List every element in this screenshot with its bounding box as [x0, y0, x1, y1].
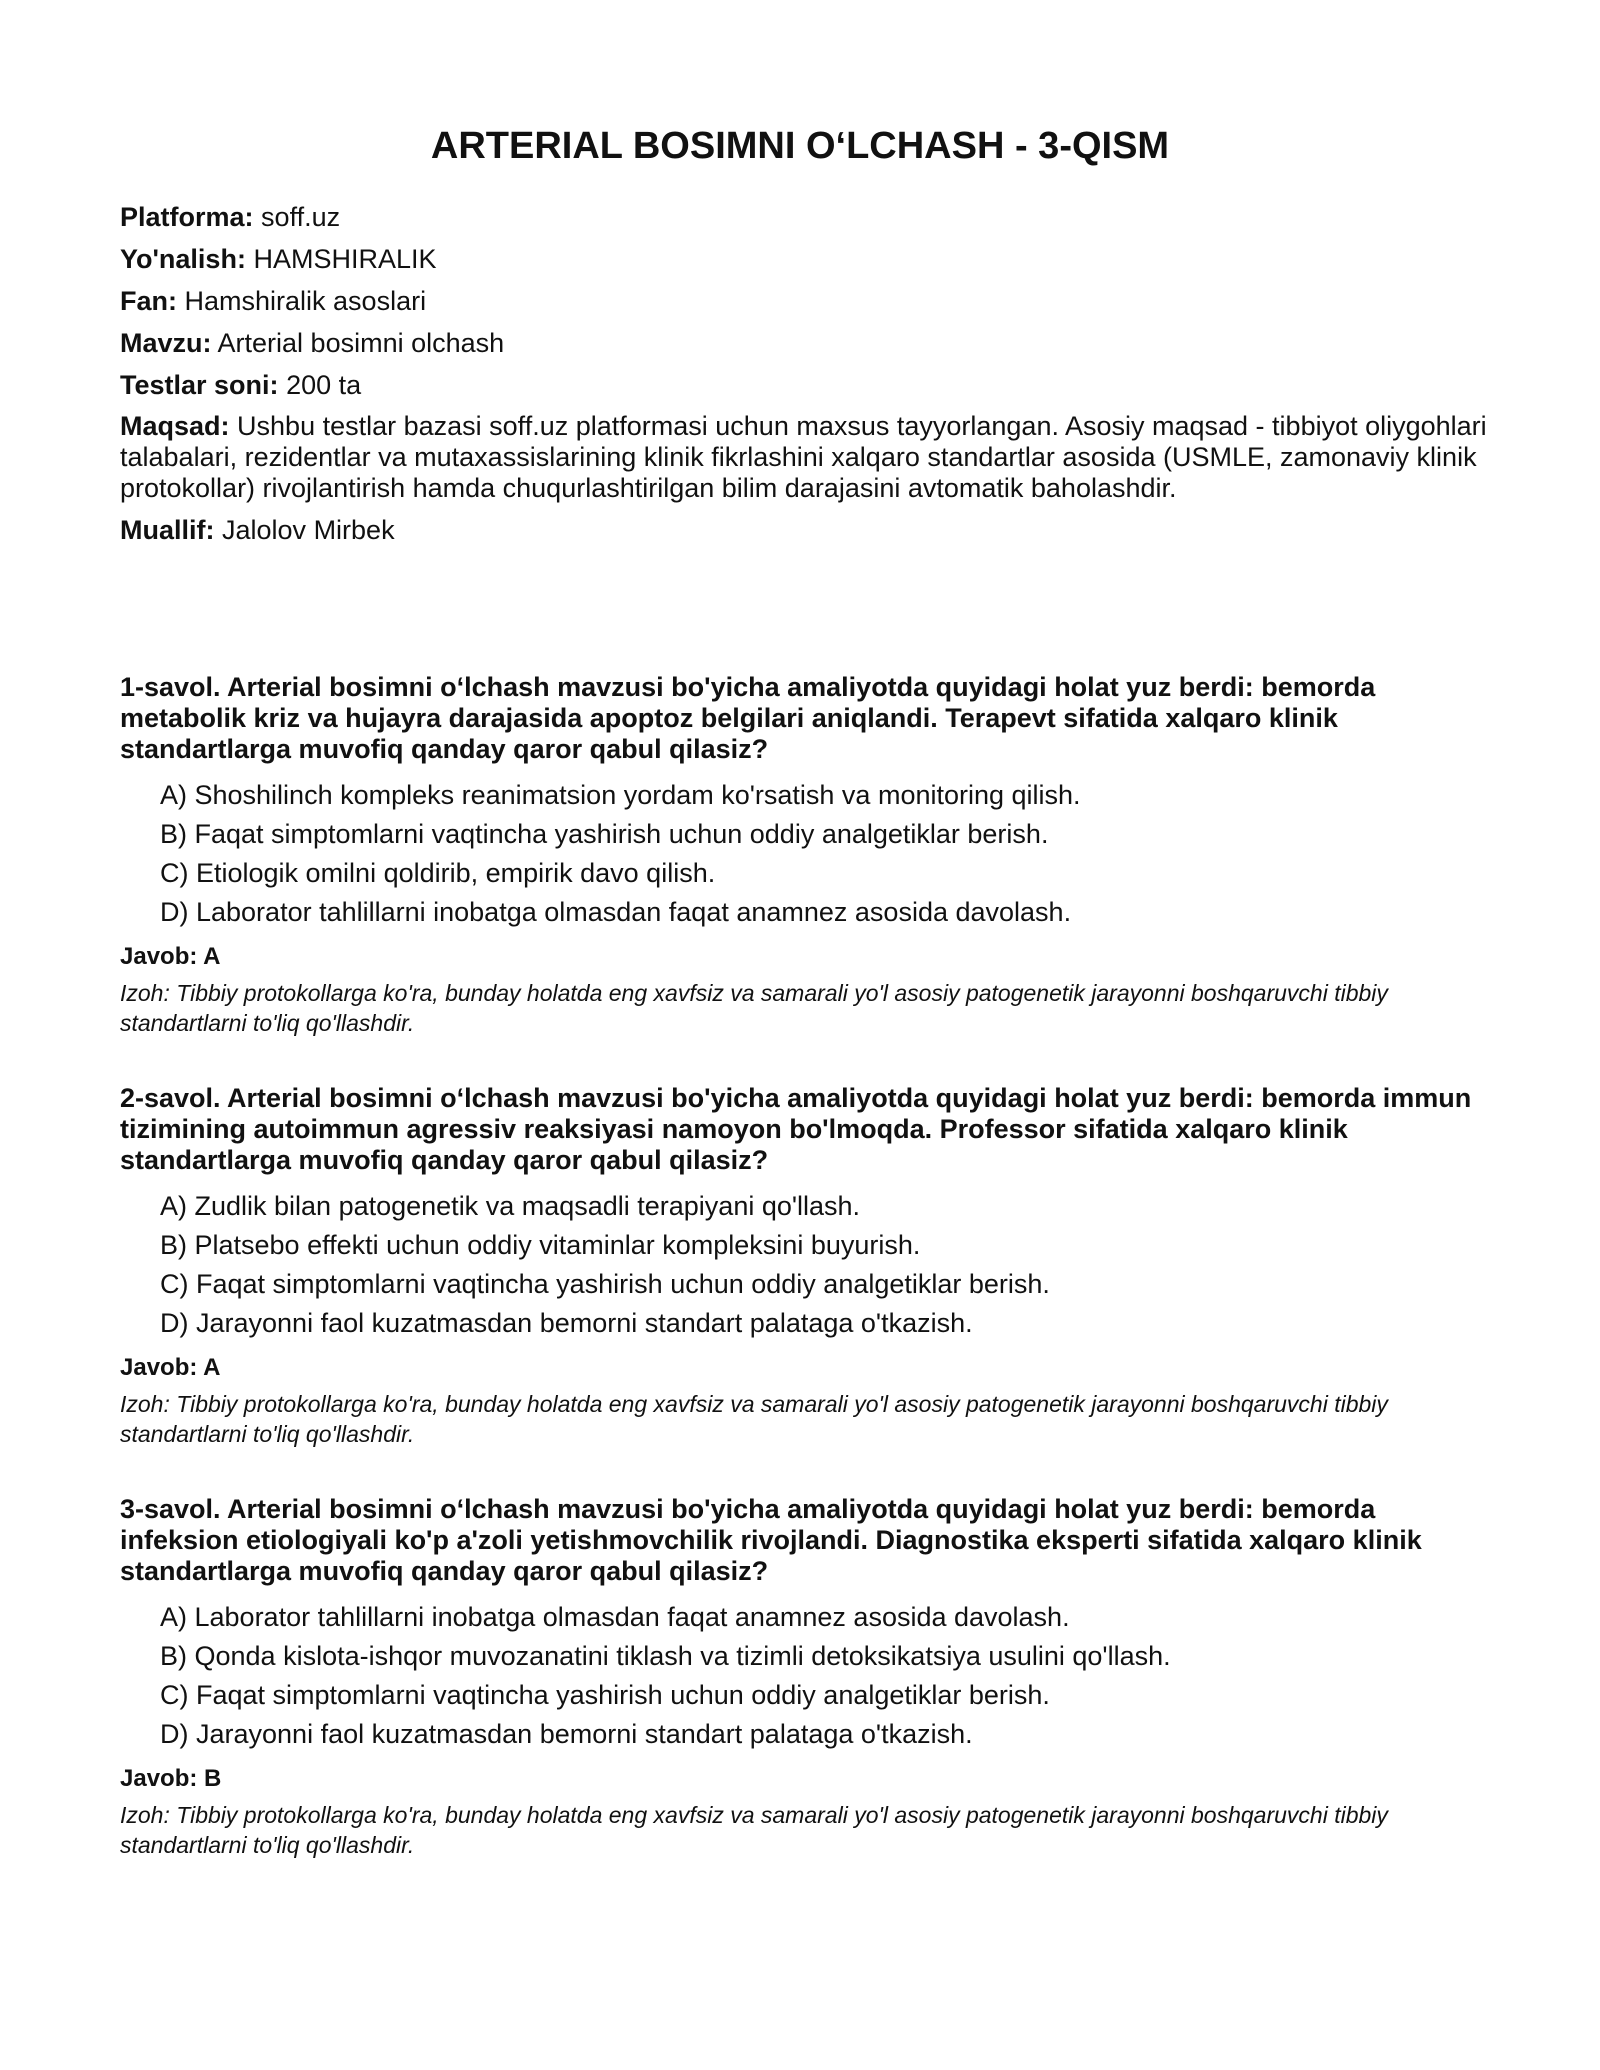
answer-value: B	[204, 1765, 222, 1792]
explanation-note: Izoh: Tibbiy protokollarga ko'ra, bunday holatda eng xavfsiz va samarali yo'l asosiy patogenetik jarayonni boshqaruvchi tibbiy standartlarni to'liq qo'llashdir.	[120, 1802, 1388, 1858]
meta-author	[120, 514, 1490, 546]
answer-label: Javob:	[120, 943, 198, 970]
option-b: B) Platsebo effekti uchun oddiy vitaminlar kompleksini buyurish.	[160, 1230, 921, 1260]
meta-goal	[120, 411, 1490, 504]
meta-author-value: Jalolov Mirbek	[222, 515, 395, 545]
question-1	[120, 672, 1490, 1038]
meta-platform-value: soff.uz	[261, 202, 341, 232]
question-3	[120, 1494, 1490, 1860]
question-2	[120, 1083, 1490, 1449]
meta-subject	[120, 285, 1490, 317]
option-list	[120, 1601, 1490, 1750]
meta-goal-key: Maqsad:	[120, 411, 230, 441]
meta-author-key: Muallif:	[120, 515, 215, 545]
question-text: 1-savol. Arterial bosimni o‘lchash mavzusi bo'yicha amaliyotda quyidagi holat yuz berdi: bemorda metabolik kriz va hujayra darajasida apoptoz belgilari aniqlandi. Terapevt sifatida xalqaro klinik standartlarga muvofiq qanday qaror qabul qilasiz?	[120, 672, 1376, 764]
meta-goal-value: Ushbu testlar bazasi soff.uz platformasi uchun maxsus tayyorlangan. Asosiy maqsad - tibbiyot oliygohlari talabalari, rezidentlar va mutaxassislarining klinik fikrlashini xalqaro standartlar asosida (USMLE, zamonaviy klinik protokollar) rivojlantirish hamda chuqurlashtirilgan bilim darajasini avtomatik baholashdir.	[120, 411, 1487, 503]
meta-topic-value: Arterial bosimni olchash	[217, 328, 505, 358]
meta-direction	[120, 243, 1490, 275]
option-c: C) Faqat simptomlarni vaqtincha yashirish uchun oddiy analgetiklar berish.	[160, 1269, 1050, 1299]
answer-value: A	[203, 1354, 221, 1381]
meta-tests-count	[120, 369, 1490, 401]
option-d: D) Jarayonni faol kuzatmasdan bemorni standart palataga o'tkazish.	[160, 1308, 973, 1338]
option-b: B) Qonda kislota-ishqor muvozanatini tiklash va tizimli detoksikatsiya usulini qo'llash.	[160, 1641, 1171, 1671]
option-b: B) Faqat simptomlarni vaqtincha yashirish uchun oddiy analgetiklar berish.	[160, 819, 1049, 849]
meta-platform-key: Platforma:	[120, 202, 254, 232]
explanation-note: Izoh: Tibbiy protokollarga ko'ra, bunday holatda eng xavfsiz va samarali yo'l asosiy patogenetik jarayonni boshqaruvchi tibbiy standartlarni to'liq qo'llashdir.	[120, 980, 1388, 1036]
meta-tests-key: Testlar soni:	[120, 370, 279, 400]
option-list	[120, 779, 1490, 928]
answer	[120, 1764, 1490, 1794]
option-a: A) Zudlik bilan patogenetik va maqsadli terapiyani qo'llash.	[160, 1191, 861, 1221]
option-c: C) Etiologik omilni qoldirib, empirik davo qilish.	[160, 858, 716, 888]
option-a: A) Laborator tahlillarni inobatga olmasdan faqat anamnez asosida davolash.	[160, 1602, 1070, 1632]
answer-value: A	[203, 943, 221, 970]
meta-subject-key: Fan:	[120, 286, 177, 316]
answer-label: Javob:	[120, 1765, 198, 1792]
meta-topic	[120, 327, 1490, 359]
option-a: A) Shoshilinch kompleks reanimatsion yordam ko'rsatish va monitoring qilish.	[160, 780, 1081, 810]
option-c: C) Faqat simptomlarni vaqtincha yashirish uchun oddiy analgetiklar berish.	[160, 1680, 1050, 1710]
meta-direction-value: HAMSHIRALIK	[253, 244, 437, 274]
meta-topic-key: Mavzu:	[120, 328, 212, 358]
metadata-block	[120, 201, 1490, 556]
meta-platform	[120, 201, 1490, 233]
meta-tests-value: 200 ta	[286, 370, 362, 400]
explanation-note: Izoh: Tibbiy protokollarga ko'ra, bunday holatda eng xavfsiz va samarali yo'l asosiy patogenetik jarayonni boshqaruvchi tibbiy standartlarni to'liq qo'llashdir.	[120, 1391, 1388, 1447]
question-text: 3-savol. Arterial bosimni o‘lchash mavzusi bo'yicha amaliyotda quyidagi holat yuz berdi: bemorda infeksion etiologiyali ko'p a'zoli yetishmovchilik rivojlandi. Diagnostika eksperti sifatida xalqaro klinik standartlarga muvofiq qanday qaror qabul qilasiz?	[120, 1494, 1422, 1586]
option-list	[120, 1190, 1490, 1339]
document-title: ARTERIAL BOSIMNI O‘LCHASH - 3-QISM	[430, 125, 1170, 167]
answer-label: Javob:	[120, 1354, 198, 1381]
option-d: D) Laborator tahlillarni inobatga olmasdan faqat anamnez asosida davolash.	[160, 897, 1072, 927]
meta-subject-value: Hamshiralik asoslari	[184, 286, 427, 316]
answer	[120, 1353, 1490, 1383]
answer	[120, 942, 1490, 972]
meta-direction-key: Yo'nalish:	[120, 244, 246, 274]
option-d: D) Jarayonni faol kuzatmasdan bemorni standart palataga o'tkazish.	[160, 1719, 973, 1749]
question-text: 2-savol. Arterial bosimni o‘lchash mavzusi bo'yicha amaliyotda quyidagi holat yuz berdi: bemorda immun tizimining autoimmun agressiv reaksiyasi namoyon bo'lmoqda. Professor sifatida xalqaro klinik standartlarga muvofiq qanday qaror qabul qilasiz?	[120, 1083, 1472, 1175]
